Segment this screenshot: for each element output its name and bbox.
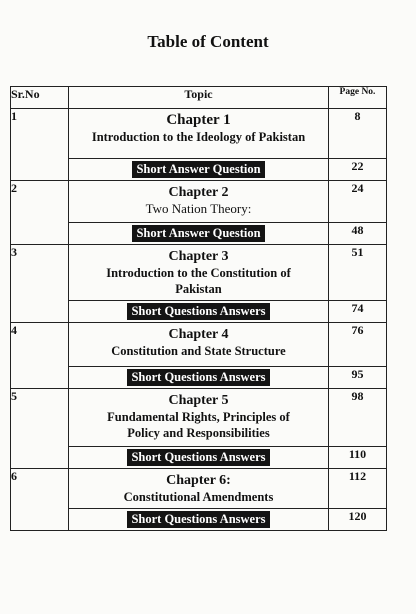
question-label: Short Answer Question xyxy=(132,161,264,178)
question-cell xyxy=(69,447,329,469)
chapter-title: Constitutional Amendments xyxy=(123,490,274,504)
chapter-heading: Chapter 5 xyxy=(168,393,229,408)
chapter-title: Fundamental Rights, Principles of xyxy=(107,410,290,424)
header-page: Page No. xyxy=(329,87,387,109)
table-row xyxy=(11,109,387,159)
question-label: Short Questions Answers xyxy=(127,303,269,320)
table-row xyxy=(11,181,387,223)
table-row xyxy=(11,389,387,447)
sr-number: 4 xyxy=(11,323,69,389)
question-cell xyxy=(69,509,329,531)
toc-header-row xyxy=(11,87,387,109)
page-title: Table of Content xyxy=(147,32,269,51)
sr-number: 5 xyxy=(11,389,69,469)
table-row xyxy=(11,323,387,367)
chapter-topic xyxy=(69,109,329,159)
table-row xyxy=(11,245,387,301)
sr-number: 2 xyxy=(11,181,69,245)
chapter-page: 24 xyxy=(329,181,387,223)
question-label: Short Answer Question xyxy=(132,225,264,242)
chapter-page: 98 xyxy=(329,389,387,447)
chapter-title: Introduction to the Constitution of xyxy=(106,266,291,280)
chapter-heading: Chapter 2 xyxy=(168,185,229,200)
chapter-page: 51 xyxy=(329,245,387,301)
question-label: Short Questions Answers xyxy=(127,449,269,466)
chapter-page: 8 xyxy=(329,109,387,159)
chapter-title-cont: Pakistan xyxy=(175,282,222,296)
question-label: Short Questions Answers xyxy=(127,369,269,386)
question-label: Short Questions Answers xyxy=(127,511,269,528)
chapter-topic xyxy=(69,245,329,301)
chapter-topic xyxy=(69,469,329,509)
chapter-page: 112 xyxy=(329,469,387,509)
question-page: 120 xyxy=(329,509,387,531)
chapter-heading: Chapter 4 xyxy=(168,327,229,342)
question-page: 110 xyxy=(329,447,387,469)
header-srno: Sr.No xyxy=(11,87,69,109)
chapter-heading: Chapter 1 xyxy=(166,112,231,128)
chapter-page: 76 xyxy=(329,323,387,367)
sr-number: 3 xyxy=(11,245,69,323)
chapter-topic xyxy=(69,181,329,223)
question-cell xyxy=(69,159,329,181)
chapter-heading: Chapter 3 xyxy=(168,249,229,264)
chapter-topic xyxy=(69,389,329,447)
chapter-heading: Chapter 6: xyxy=(166,473,231,488)
chapter-title: Two Nation Theory: xyxy=(145,201,252,216)
question-cell xyxy=(69,223,329,245)
sr-number: 1 xyxy=(11,109,69,181)
chapter-title: Constitution and State Structure xyxy=(111,344,286,358)
chapter-title: Introduction to the Ideology of Pakistan xyxy=(91,130,306,144)
sr-number: 6 xyxy=(11,469,69,531)
chapter-title-cont: Policy and Responsibilities xyxy=(127,426,270,440)
question-page: 95 xyxy=(329,367,387,389)
header-topic: Topic xyxy=(69,87,329,109)
question-page: 22 xyxy=(329,159,387,181)
question-page: 74 xyxy=(329,301,387,323)
question-cell xyxy=(69,301,329,323)
table-row xyxy=(11,469,387,509)
chapter-topic xyxy=(69,323,329,367)
question-page: 48 xyxy=(329,223,387,245)
question-cell xyxy=(69,367,329,389)
toc-table xyxy=(10,86,387,531)
